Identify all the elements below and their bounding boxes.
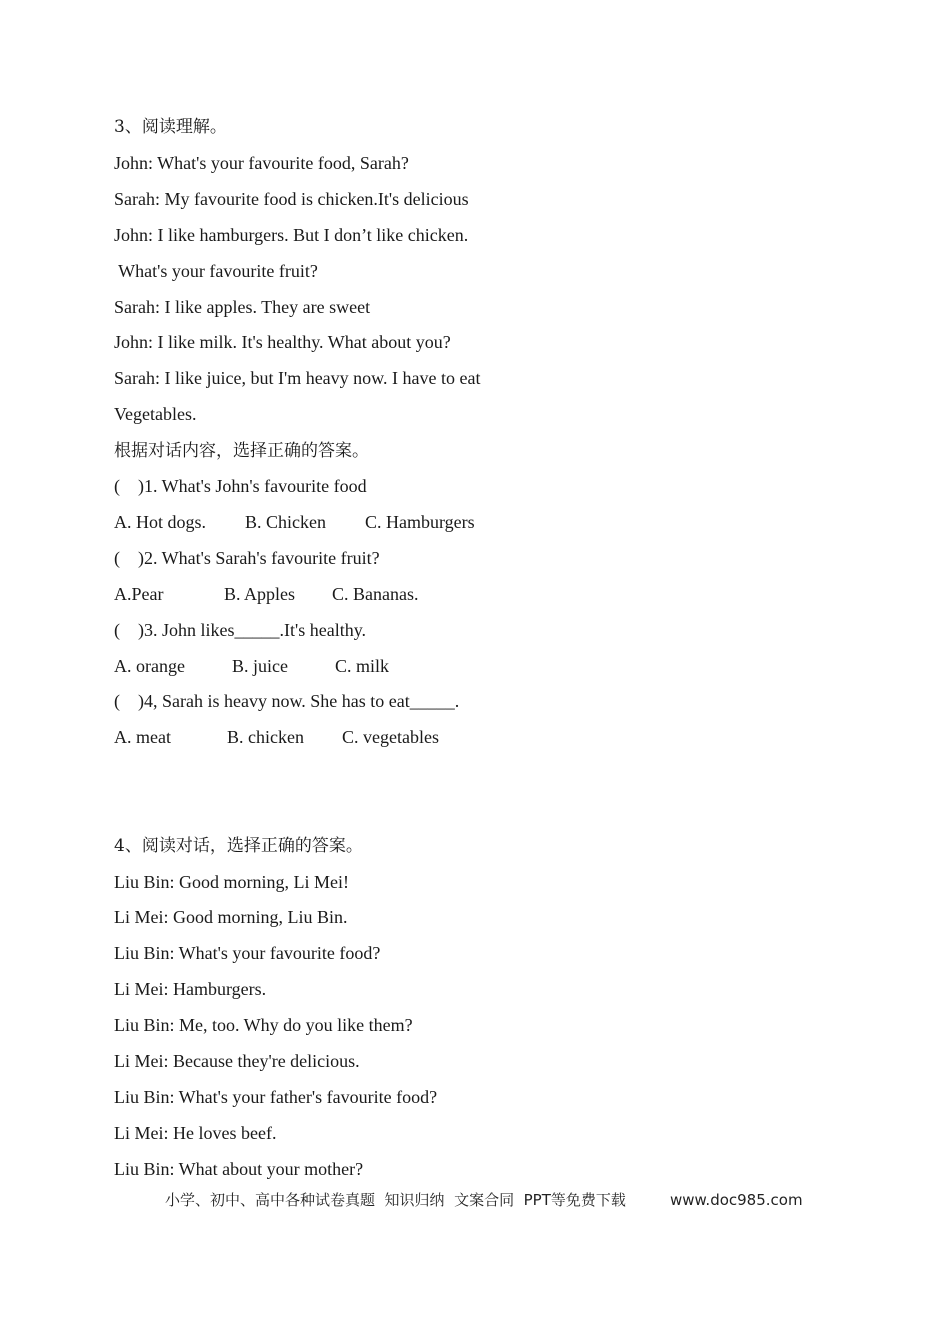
footer-text: 小学、初中、高中各种试卷真题 知识归纳 文案合同 PPT等免费下载 [165, 1191, 626, 1209]
question-1-option-a: A. Hot dogs. [114, 512, 207, 532]
section4-dialogue-line: Liu Bin: What's your father's favourite food? [114, 1087, 438, 1107]
section4-dialogue-line: Liu Bin: Good morning, Li Mei! [114, 872, 349, 892]
section3-dialogue-line: John: I like milk. It's healthy. What about you? [114, 332, 451, 352]
section4-dialogue-line: Liu Bin: What's your favourite food? [114, 943, 381, 963]
section3-dialogue-line: Sarah: My favourite food is chicken.It's delicious [114, 189, 469, 209]
section4-dialogue-line: Li Mei: Hamburgers. [114, 979, 267, 999]
question-3-option-a: A. orange [114, 656, 185, 676]
section4-heading: 4、阅读对话，选择正确的答案。 [114, 836, 363, 856]
section3-dialogue-line: Sarah: I like juice, but I'm heavy now. I have to eat [114, 368, 481, 388]
question-3: ( )3. John likes_____.It's healthy. [114, 620, 367, 640]
section3-heading: 3、阅读理解。 [114, 117, 227, 137]
question-4-option-a: A. meat [114, 727, 171, 747]
question-4: ( )4, Sarah is heavy now. She has to eat_____. [114, 691, 460, 711]
question-3-option-c: C. milk [335, 656, 390, 676]
section4-dialogue-line: Li Mei: He loves beef. [114, 1123, 277, 1143]
section4-dialogue-line: Li Mei: Because they're delicious. [114, 1051, 360, 1071]
section3-dialogue-line: What's your favourite fruit? [114, 261, 318, 281]
footer-url: www.doc985.com [670, 1191, 803, 1209]
question-1-option-c: C. Hamburgers [365, 512, 475, 532]
question-3-option-b: B. juice [232, 656, 288, 676]
section3-instruction: 根据对话内容，选择正确的答案。 [114, 441, 369, 461]
question-2-option-b: B. Apples [224, 584, 296, 604]
section4-dialogue-line: Li Mei: Good morning, Liu Bin. [114, 907, 348, 927]
section4-dialogue-line: Liu Bin: What about your mother? [114, 1159, 364, 1179]
section3-dialogue-line: John: I like hamburgers. But I don’t like chicken. [114, 225, 469, 245]
question-2: ( )2. What's Sarah's favourite fruit? [114, 548, 380, 568]
question-4-option-c: C. vegetables [342, 727, 439, 747]
question-2-option-a: A.Pear [114, 584, 164, 604]
section3-dialogue-line: Sarah: I like apples. They are sweet [114, 297, 371, 317]
question-4-option-b: B. chicken [227, 727, 304, 747]
question-2-option-c: C. Bananas. [332, 584, 419, 604]
section4-dialogue-line: Liu Bin: Me, too. Why do you like them? [114, 1015, 413, 1035]
section3-dialogue-line: John: What's your favourite food, Sarah? [114, 153, 409, 173]
question-1-option-b: B. Chicken [245, 512, 326, 532]
question-1: ( )1. What's John's favourite food [114, 476, 367, 496]
section3-dialogue-line: Vegetables. [114, 404, 197, 424]
